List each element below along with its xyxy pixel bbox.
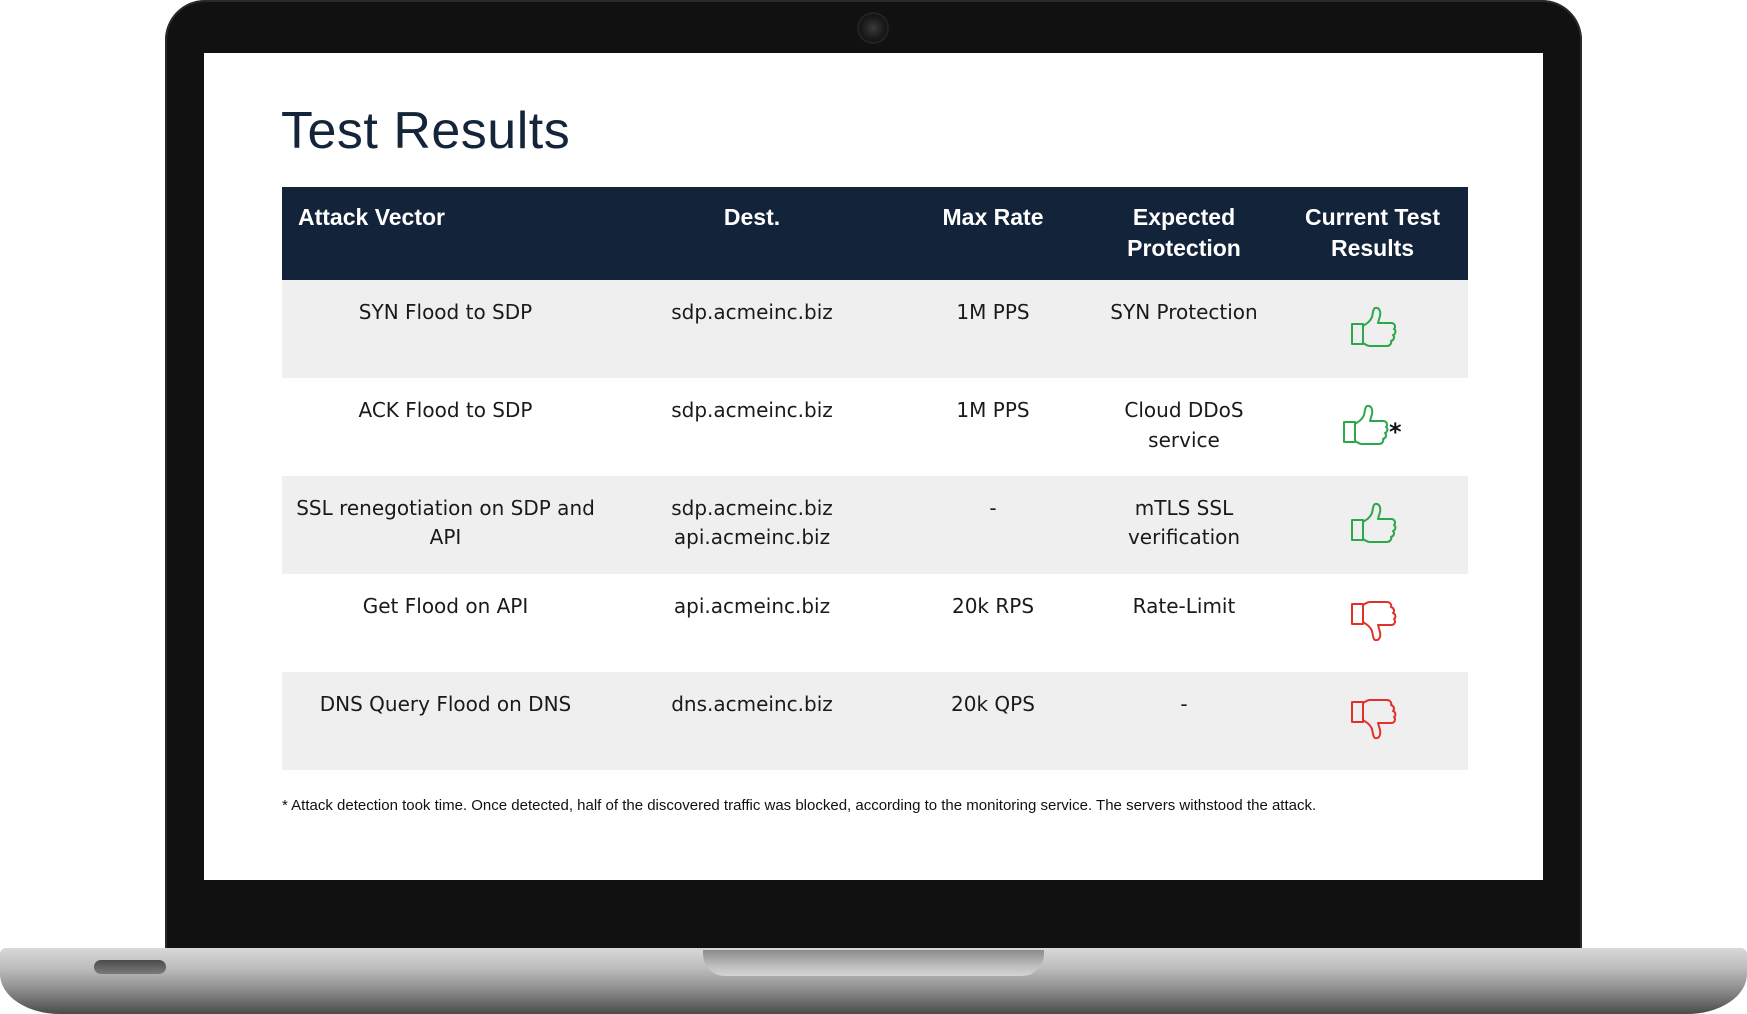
footnote-marker: *	[1389, 418, 1402, 446]
cell-attack-vector: SSL renegotiation on SDP and API	[296, 496, 595, 549]
cell-test-result	[1277, 574, 1468, 672]
cell-attack-vector: Get Flood on API	[362, 594, 529, 618]
cell-dest	[609, 476, 895, 574]
laptop-base-notch	[703, 950, 1044, 976]
cell-expected-protection	[1091, 574, 1277, 672]
table-row	[282, 476, 1468, 574]
table-row	[282, 672, 1468, 770]
protection-text: Cloud DDoS	[1124, 398, 1244, 422]
header-attack-vector: Attack Vector	[298, 204, 446, 230]
dest-host: sdp.acmeinc.biz	[671, 398, 833, 422]
cell-attack-vector: DNS Query Flood on DNS	[319, 692, 572, 716]
cell-dest	[609, 378, 895, 476]
protection-text: mTLS SSL	[1134, 496, 1234, 520]
thumbs-up-icon	[1348, 304, 1398, 350]
cell-expected-protection	[1091, 280, 1277, 378]
table-row	[282, 574, 1468, 672]
protection-text: Rate-Limit	[1132, 594, 1236, 618]
protection-text: verification	[1127, 525, 1241, 549]
page-title: Test Results	[281, 102, 571, 160]
dest-host: api.acmeinc.biz	[673, 525, 831, 549]
table-row	[282, 378, 1468, 476]
cell-dest	[609, 574, 895, 672]
cell-test-result	[1277, 378, 1468, 476]
cell-max-rate: -	[989, 496, 997, 520]
protection-text: -	[1180, 692, 1188, 716]
cell-test-result	[1277, 476, 1468, 574]
laptop-screen	[204, 53, 1543, 880]
thumbs-down-icon	[1348, 598, 1398, 644]
header-current-results-line2: Results	[1330, 235, 1415, 261]
protection-text: SYN Protection	[1110, 300, 1258, 324]
cell-dest	[609, 672, 895, 770]
table-row	[282, 280, 1468, 378]
header-expected-protection	[1091, 187, 1277, 280]
cell-expected-protection	[1091, 476, 1277, 574]
laptop-side-slot	[94, 960, 166, 974]
cell-test-result	[1277, 672, 1468, 770]
webcam-icon	[859, 14, 887, 42]
dest-host: dns.acmeinc.biz	[671, 692, 833, 716]
cell-expected-protection	[1091, 378, 1277, 476]
thumbs-up-icon	[1348, 500, 1398, 546]
dest-host: sdp.acmeinc.biz	[671, 496, 833, 520]
header-max-rate: Max Rate	[942, 204, 1044, 230]
cell-max-rate: 1M PPS	[956, 398, 1030, 422]
header-expected-protection-line1: Expected	[1132, 204, 1236, 230]
cell-max-rate: 20k QPS	[951, 692, 1035, 716]
thumbs-down-icon	[1348, 696, 1398, 742]
cell-attack-vector: SYN Flood to SDP	[358, 300, 533, 324]
header-current-results-line1: Current Test	[1304, 204, 1441, 230]
results-table	[282, 187, 1468, 770]
dest-host: sdp.acmeinc.biz	[671, 300, 833, 324]
cell-max-rate: 1M PPS	[956, 300, 1030, 324]
protection-text: service	[1148, 428, 1220, 452]
dest-host: api.acmeinc.biz	[673, 594, 831, 618]
header-current-results	[1277, 187, 1468, 280]
cell-attack-vector: ACK Flood to SDP	[358, 398, 533, 422]
thumbs-up-icon	[1340, 402, 1390, 448]
cell-max-rate: 20k RPS	[951, 594, 1035, 618]
cell-expected-protection	[1091, 672, 1277, 770]
header-dest: Dest.	[723, 204, 781, 230]
cell-test-result	[1277, 280, 1468, 378]
footnote: * Attack detection took time. Once detected, half of the discovered traffic was blocked, according to the monitoring service. The servers withstood the attack.	[282, 797, 1317, 814]
cell-dest	[609, 280, 895, 378]
table-header-row	[282, 187, 1468, 280]
header-expected-protection-line2: Protection	[1127, 235, 1241, 261]
